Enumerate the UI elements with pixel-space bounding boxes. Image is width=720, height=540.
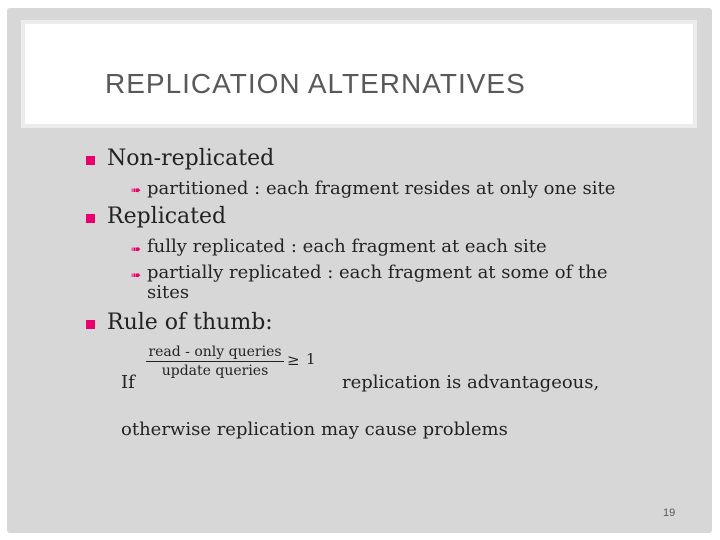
arrow-bullet-icon: ➠ xyxy=(131,183,142,197)
title-box xyxy=(25,24,693,124)
arrow-bullet-icon: ➠ xyxy=(131,242,142,256)
arrow-bullet-icon: ➠ xyxy=(131,268,142,282)
sub-bullet-fully-replicated: fully replicated : each fragment at each site xyxy=(147,236,547,257)
ratio-fraction xyxy=(146,344,284,379)
sub-bullet-partially-replicated: partially replicated : each fragment at some of the xyxy=(147,262,608,283)
square-bullet-icon xyxy=(86,214,95,223)
page-number: 19 xyxy=(663,507,676,519)
rule-if: If xyxy=(121,372,135,393)
rule-conclusion: replication is advantageous, xyxy=(342,372,600,393)
fraction-numerator: read - only queries xyxy=(146,344,284,362)
threshold-value: 1 xyxy=(306,350,316,368)
sub-bullet-partially-replicated-cont: sites xyxy=(147,282,190,303)
bullet-non-replicated: Non-replicated xyxy=(107,146,275,171)
slide-title: REPLICATION ALTERNATIVES xyxy=(105,68,526,99)
sub-bullet-partitioned: partitioned : each fragment resides at only one site xyxy=(147,178,616,199)
relation-symbol: ≥ xyxy=(287,351,300,369)
fraction-denominator: update queries xyxy=(161,363,269,379)
bullet-rule-of-thumb: Rule of thumb: xyxy=(107,310,273,335)
bullet-replicated: Replicated xyxy=(107,204,227,229)
rule-otherwise: otherwise replication may cause problems xyxy=(121,419,508,440)
square-bullet-icon xyxy=(86,320,95,329)
square-bullet-icon xyxy=(86,156,95,165)
